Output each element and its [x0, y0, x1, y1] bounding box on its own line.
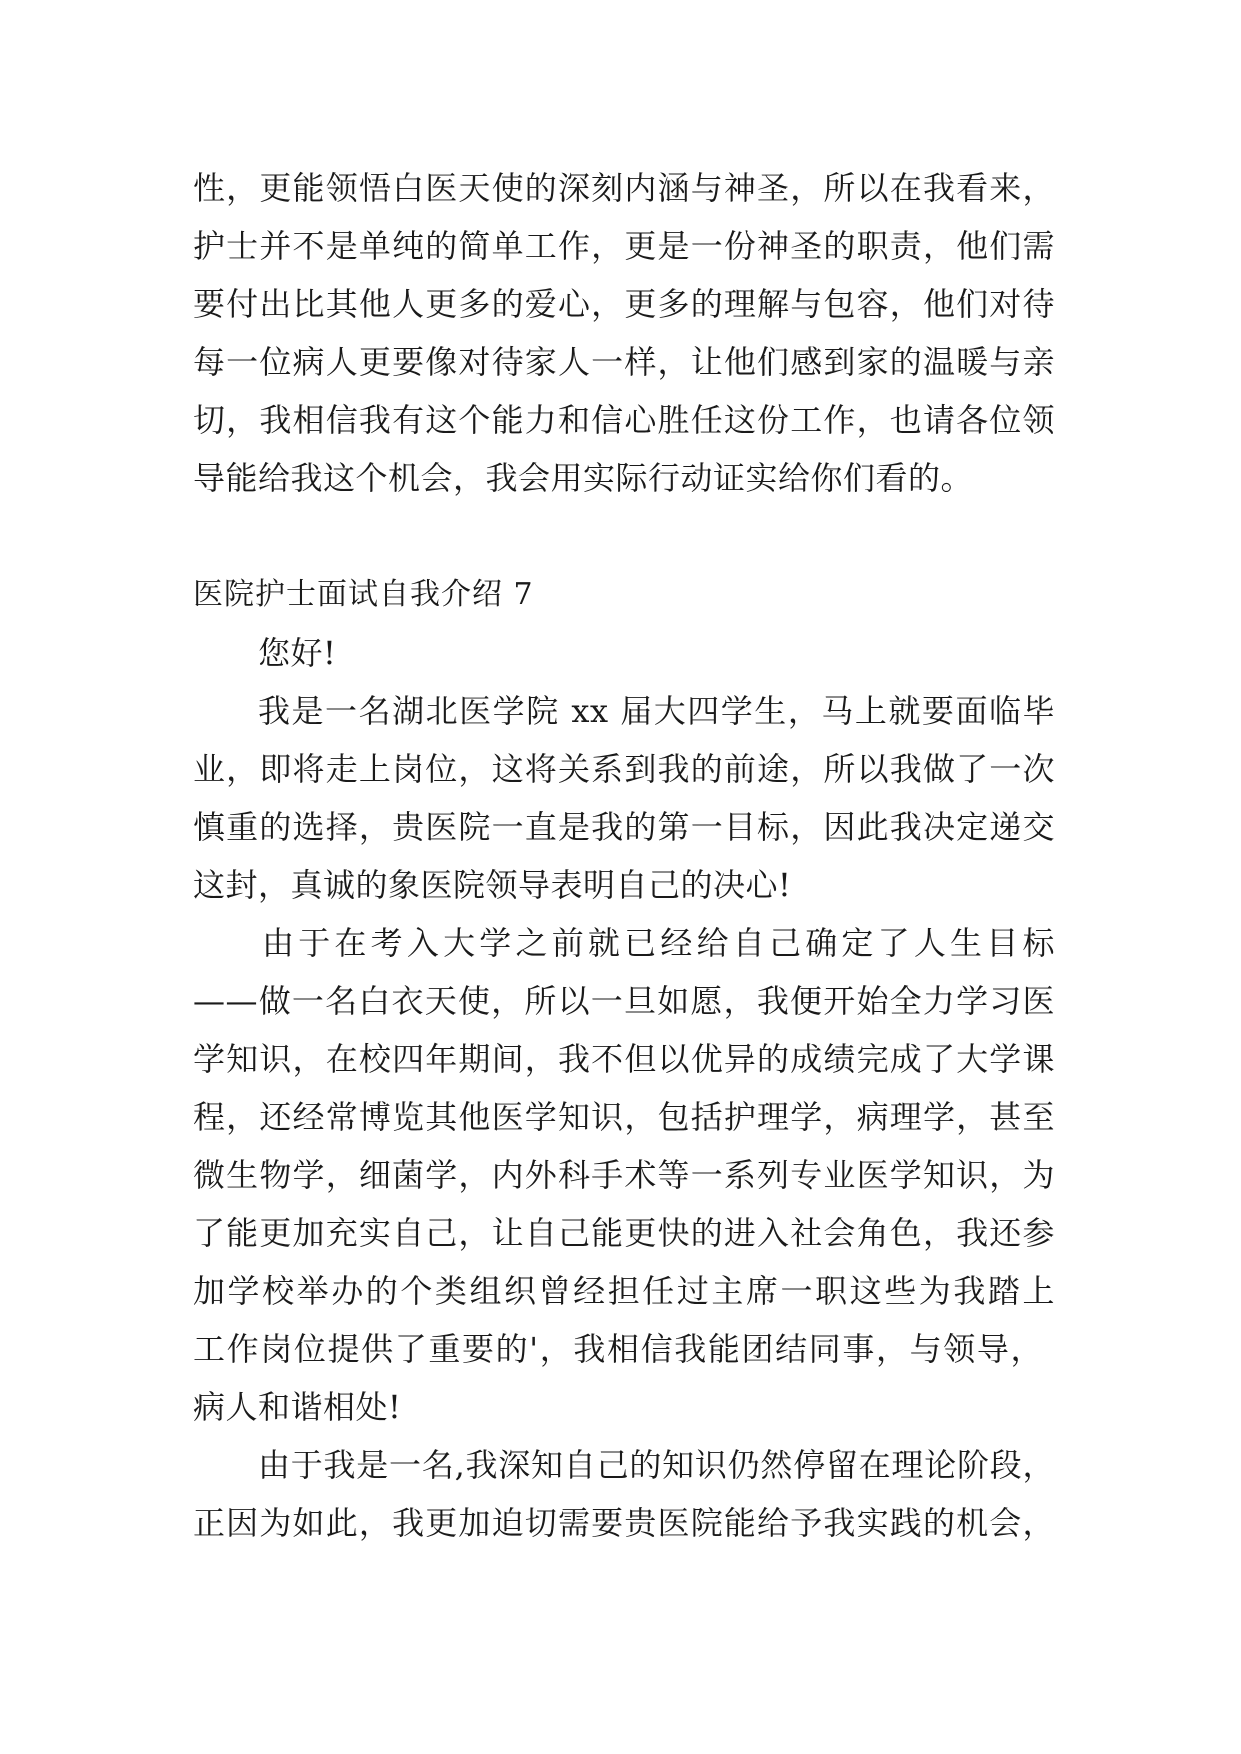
paragraph-line: 性，更能领悟白医天使的深刻内涵与神圣，所以在我看来，	[193, 169, 1055, 207]
paragraph-line: 由于我是一名,我深知自己的知识仍然停留在理论阶段，	[258, 1446, 1055, 1484]
paragraph-line: 工作岗位提供了重要的'，我相信我能团结同事，与领导，	[193, 1330, 1043, 1368]
paragraph-line: ——做一名白衣天使，所以一旦如愿，我便开始全力学习医	[193, 982, 1055, 1020]
paragraph-line: 了能更加充实自己，让自己能更快的进入社会角色，我还参	[193, 1214, 1055, 1252]
paragraph-line: 程，还经常博览其他医学知识，包括护理学，病理学，甚至	[193, 1098, 1055, 1136]
section-title: 医院护士面试自我介绍 7	[193, 577, 534, 612]
paragraph-line: 学知识，在校四年期间，我不但以优异的成绩完成了大学课	[193, 1040, 1055, 1078]
paragraph-line: 病人和谐相处!	[193, 1388, 402, 1426]
paragraph-line: 每一位病人更要像对待家人一样，让他们感到家的温暖与亲	[193, 343, 1055, 381]
paragraph-line: 微生物学，细菌学，内外科手术等一系列专业医学知识，为	[193, 1156, 1055, 1194]
paragraph-line: 导能给我这个机会，我会用实际行动证实给你们看的。	[193, 459, 974, 497]
paragraph-line: 要付出比其他人更多的爱心，更多的理解与包容，他们对待	[193, 285, 1055, 323]
paragraph-line: 由于在考入大学之前就已经给自己确定了人生目标	[262, 924, 1055, 962]
paragraph-line: 正因为如此，我更加迫切需要贵医院能给予我实践的机会，	[193, 1504, 1055, 1542]
paragraph-line: 这封，真诚的象医院领导表明自己的决心!	[193, 866, 792, 904]
paragraph-line: 切，我相信我有这个能力和信心胜任这份工作，也请各位领	[193, 401, 1055, 439]
paragraph-line: 慎重的选择，贵医院一直是我的第一目标，因此我决定递交	[193, 808, 1055, 846]
paragraph-line: 我是一名湖北医学院 xx 届大四学生，马上就要面临毕	[258, 692, 1055, 730]
paragraph-line: 护士并不是单纯的简单工作，更是一份神圣的职责，他们需	[193, 227, 1055, 265]
paragraph-line: 加学校举办的个类组织曾经担任过主席一职这些为我踏上	[193, 1272, 1055, 1310]
paragraph-line: 业，即将走上岗位，这将关系到我的前途，所以我做了一次	[193, 750, 1055, 788]
greeting: 您好!	[258, 634, 337, 672]
